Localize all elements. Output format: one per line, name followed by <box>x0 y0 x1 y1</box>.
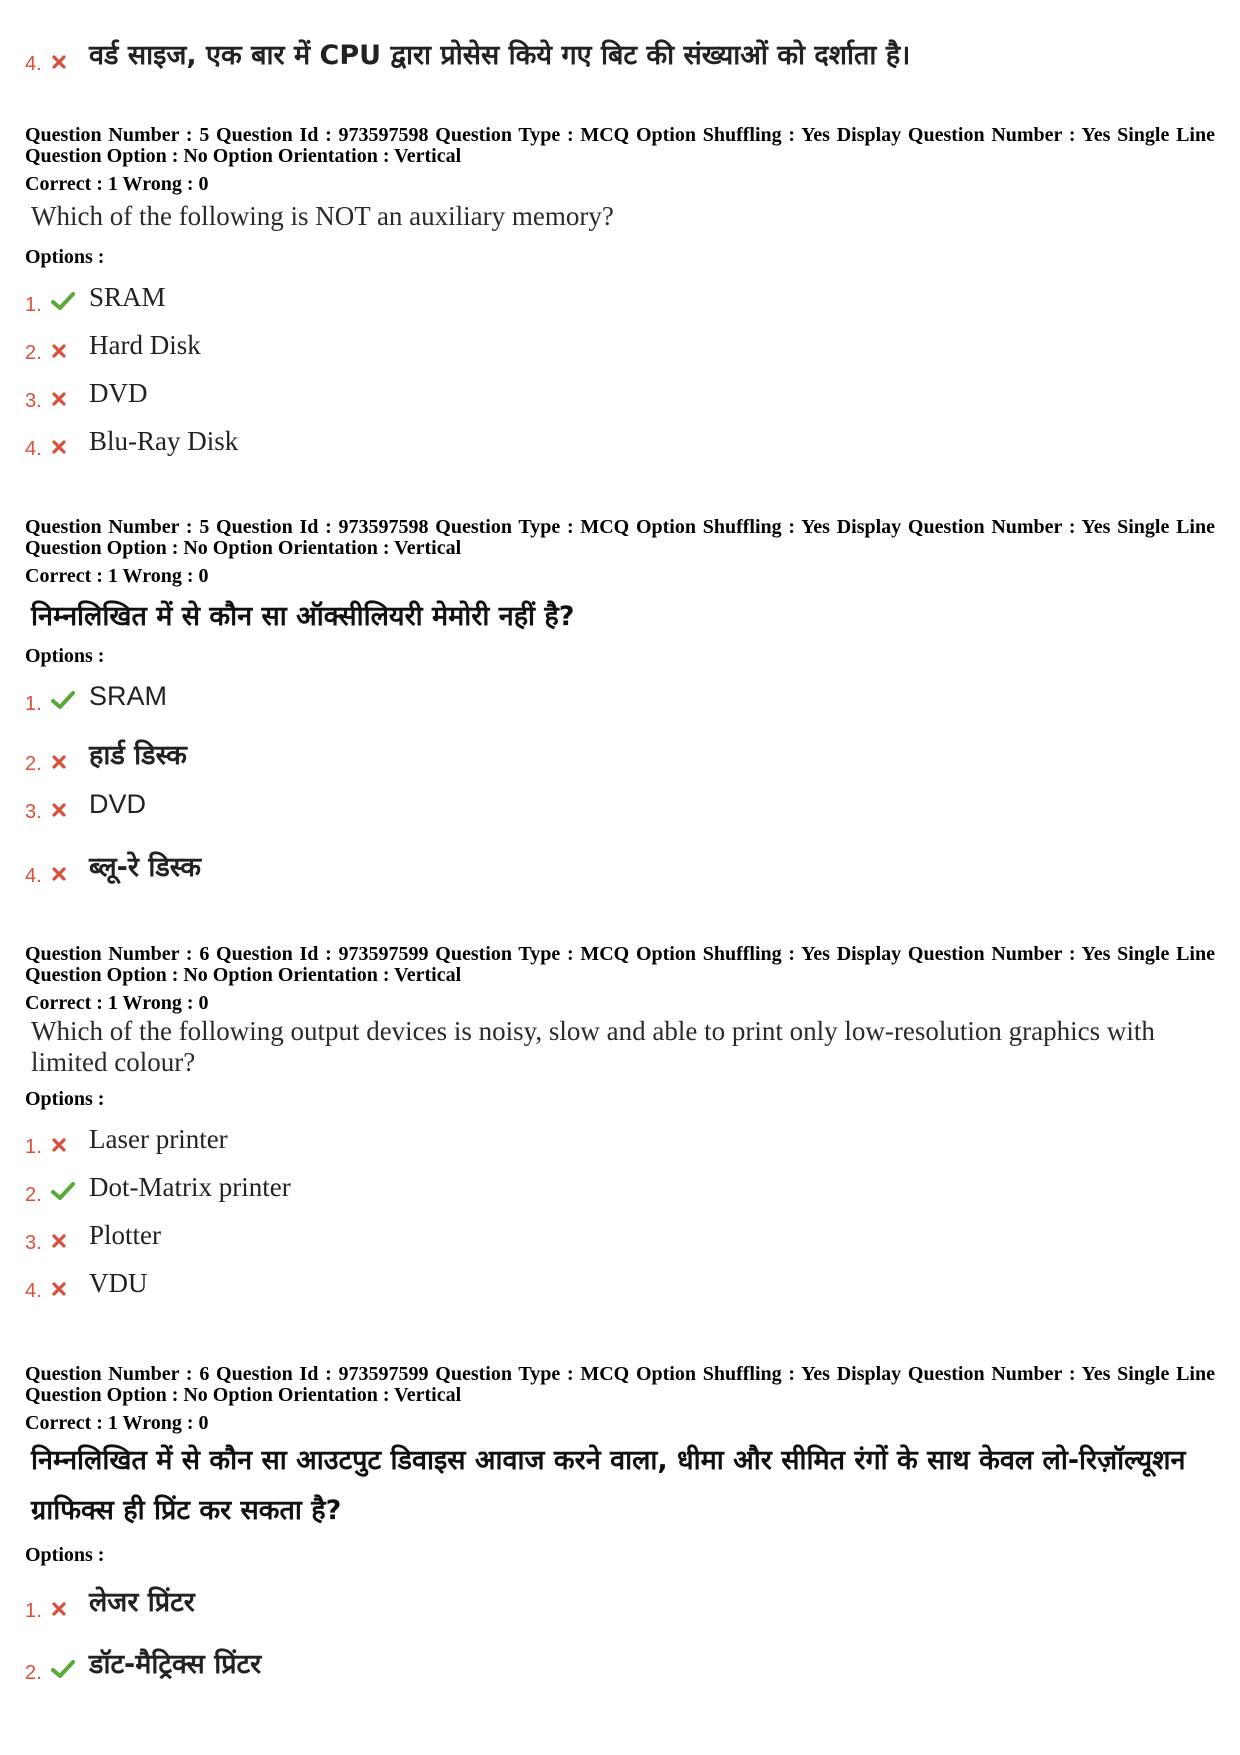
option-text: हार्ड डिस्क <box>89 740 187 771</box>
option-item <box>25 1259 1215 1307</box>
check-icon <box>51 690 81 720</box>
cross-icon <box>51 391 81 417</box>
cross-icon <box>51 754 81 780</box>
option-text: Hard Disk <box>89 330 201 360</box>
option-number: 1. <box>25 693 42 715</box>
option-item <box>25 1571 1215 1627</box>
option-number: 2. <box>25 342 42 364</box>
check-icon <box>51 1181 81 1211</box>
option-item <box>25 1163 1215 1211</box>
option-number: 2. <box>25 1184 42 1206</box>
option-item <box>25 321 1215 369</box>
option-text: ब्लू-रे डिस्क <box>89 852 202 883</box>
option-number: 1. <box>25 1600 42 1622</box>
option-item <box>25 417 1215 465</box>
cross-icon <box>51 1137 81 1163</box>
question-score: Correct : 1 Wrong : 0 <box>25 565 209 587</box>
cross-icon <box>51 802 81 828</box>
question-score: Correct : 1 Wrong : 0 <box>25 1412 209 1434</box>
option-number: 1. <box>25 1136 42 1158</box>
option-number: 2. <box>25 753 42 775</box>
question-block <box>25 944 1215 1307</box>
option-item <box>25 1211 1215 1259</box>
question-block <box>25 1364 1215 1689</box>
option-number: 4. <box>25 53 42 75</box>
option-text: Dot-Matrix printer <box>89 1172 291 1202</box>
cross-icon <box>51 1233 81 1259</box>
option-number: 4. <box>25 438 42 460</box>
option-item <box>25 780 1215 828</box>
option-text: VDU <box>89 1268 148 1298</box>
option-item <box>25 672 1215 720</box>
option-text: Blu-Ray Disk <box>89 426 239 456</box>
option-text: डॉट-मैट्रिक्स प्रिंटर <box>89 1649 262 1680</box>
question-block <box>25 125 1215 465</box>
cross-icon <box>51 439 81 465</box>
options-label: Options : <box>25 1544 105 1566</box>
question-score: Correct : 1 Wrong : 0 <box>25 992 209 1014</box>
cross-icon <box>51 343 81 369</box>
cross-icon <box>51 1601 81 1627</box>
question-text: निम्नलिखित में से कौन सा ऑक्सीलियरी मेमोरी नहीं है? <box>31 601 575 632</box>
option-text: Plotter <box>89 1220 161 1250</box>
options-label: Options : <box>25 1088 105 1110</box>
option-number: 2. <box>25 1662 42 1684</box>
option-text: वर्ड साइज, एक बार में CPU द्वारा प्रोसेस किये गए बिट की संख्याओं को दर्शाता है। <box>89 40 911 71</box>
option-text: लेजर प्रिंटर <box>89 1587 195 1618</box>
question-score: Correct : 1 Wrong : 0 <box>25 173 209 195</box>
question-text: Which of the following output devices is noisy, slow and able to print only low-resolution graphics with limited colour? <box>31 1016 1155 1077</box>
question-meta: Question Number : 5 Question Id : 973597598 Question Type : MCQ Option Shuffling : Yes Display Question Number : Yes Single Line Question Option : No Option Orientation : Vertical <box>25 124 1215 167</box>
option-text: Laser printer <box>89 1124 228 1154</box>
option-text: DVD <box>89 378 148 408</box>
option-item <box>25 828 1215 892</box>
option-item <box>25 369 1215 417</box>
question-block <box>25 517 1215 892</box>
check-icon <box>51 291 81 321</box>
cross-icon <box>51 866 81 892</box>
check-icon <box>51 1659 81 1689</box>
question-meta: Question Number : 6 Question Id : 973597599 Question Type : MCQ Option Shuffling : Yes Display Question Number : Yes Single Line Question Option : No Option Orientation : Vertical <box>25 943 1215 986</box>
option-number: 4. <box>25 865 42 887</box>
option-number: 3. <box>25 390 42 412</box>
option-number: 4. <box>25 1280 42 1302</box>
question-text: Which of the following is NOT an auxiliary memory? <box>31 201 614 231</box>
question-meta: Question Number : 5 Question Id : 973597598 Question Type : MCQ Option Shuffling : Yes Display Question Number : Yes Single Line Question Option : No Option Orientation : Vertical <box>25 516 1215 559</box>
option-number: 3. <box>25 801 42 823</box>
option-text: DVD <box>89 789 147 819</box>
question-text: निम्नलिखित में से कौन सा आउटपुट डिवाइस आवाज करने वाला, धीमा और सीमित रंगों के साथ केवल लो-रिज़ॉल्यूशन ग्राफिक्स ही प्रिंट कर सकता है? <box>31 1445 1186 1526</box>
option-item <box>25 720 1215 780</box>
option-item <box>25 273 1215 321</box>
option-number: 3. <box>25 1232 42 1254</box>
option-number: 1. <box>25 294 42 316</box>
options-label: Options : <box>25 246 105 268</box>
continued-option <box>25 32 1215 80</box>
question-meta: Question Number : 6 Question Id : 973597599 Question Type : MCQ Option Shuffling : Yes Display Question Number : Yes Single Line Question Option : No Option Orientation : Vertical <box>25 1363 1215 1406</box>
cross-icon <box>51 1281 81 1307</box>
options-label: Options : <box>25 645 105 667</box>
option-text: SRAM <box>89 282 166 312</box>
option-text: SRAM <box>89 681 168 711</box>
option-item <box>25 1115 1215 1163</box>
cross-icon <box>51 54 81 80</box>
option-item <box>25 1627 1215 1689</box>
